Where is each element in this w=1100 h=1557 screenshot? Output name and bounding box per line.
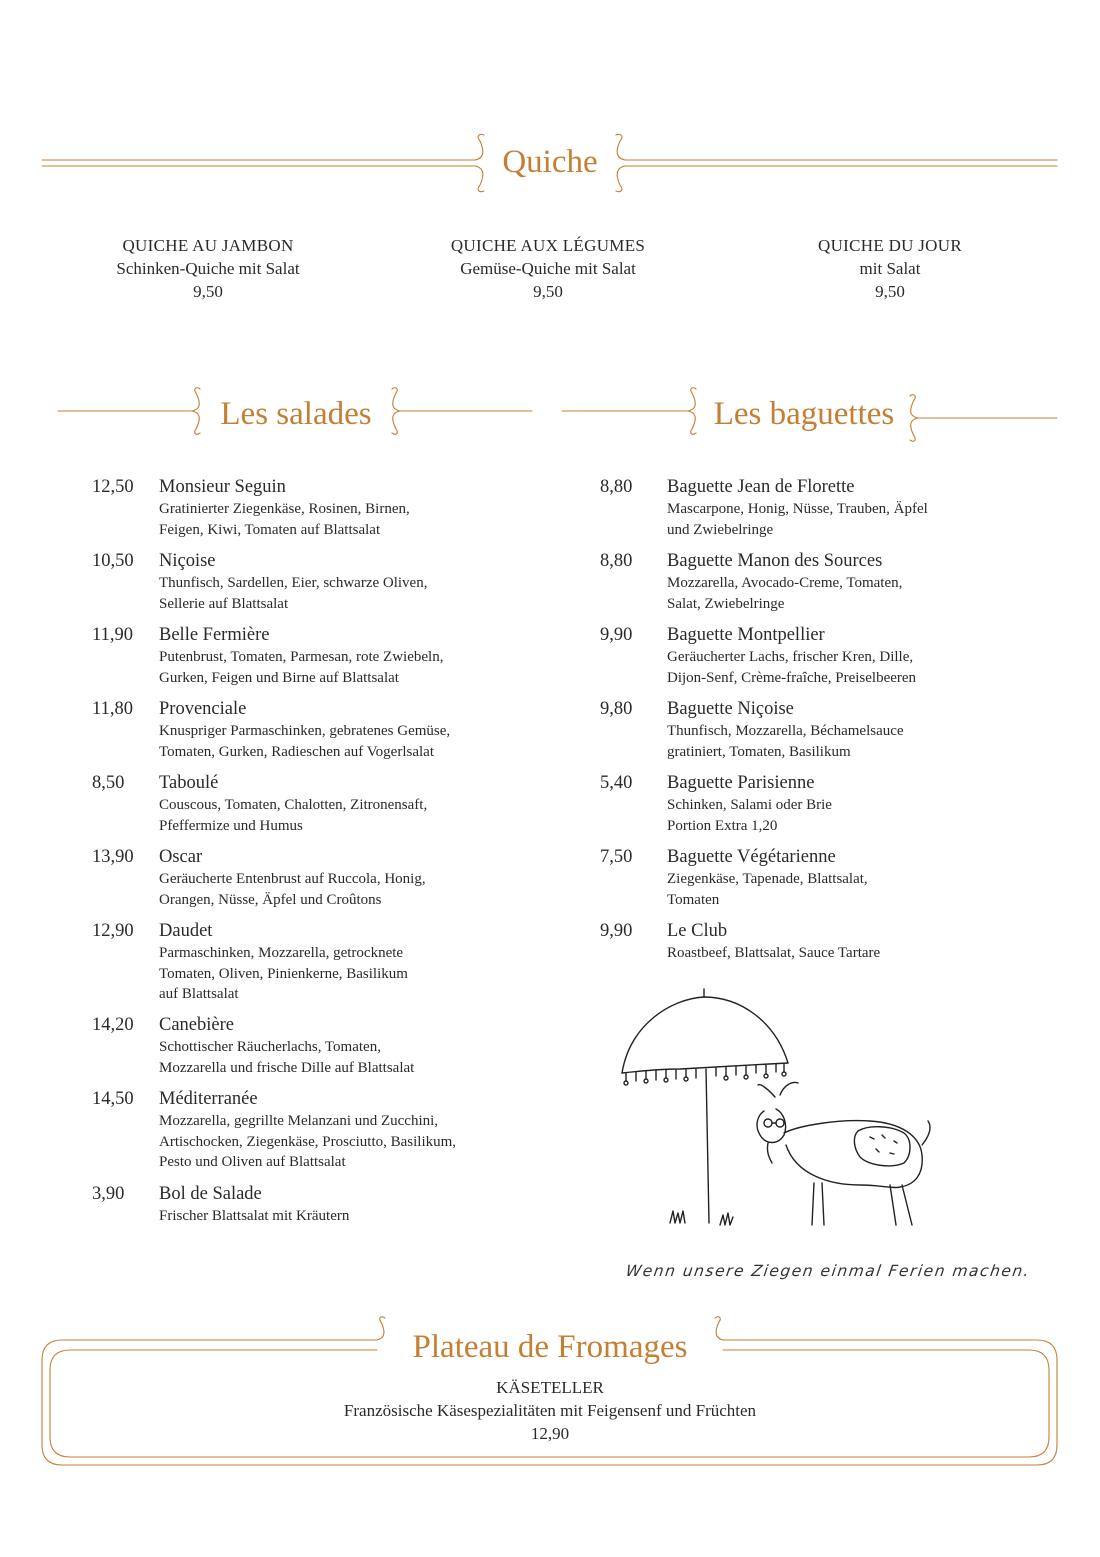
item-name: Baguette Niçoise — [667, 699, 794, 719]
item-name: Baguette Manon des Sources — [667, 551, 883, 571]
item-price: 14,20 — [92, 1015, 134, 1035]
item-price: 7,50 — [600, 847, 633, 867]
item-price: 9,90 — [600, 625, 633, 645]
goat-under-umbrella-illustration — [600, 985, 960, 1245]
item-name: Daudet — [159, 921, 213, 941]
baguettes-heading: Les baguettes — [713, 396, 895, 432]
item-price: 10,50 — [92, 551, 134, 571]
item-name: Bol de Salade — [159, 1184, 262, 1204]
item-desc: Couscous, Tomaten, Chalotten, Zitronensaft, Pfeffermize und Humus — [159, 797, 428, 834]
item-name: Canebière — [159, 1015, 234, 1035]
item-name: Baguette Végétarienne — [667, 847, 836, 867]
illustration-caption: Wenn unsere Ziegen einmal Ferien machen. — [624, 1262, 1032, 1280]
item-desc: Mascarpone, Honig, Nüsse, Trauben, Äpfel und Zwiebelringe — [667, 501, 928, 538]
item-price: 11,90 — [92, 625, 133, 645]
item-name: Baguette Parisienne — [667, 773, 815, 793]
fromages-heading: Plateau de Fromages — [412, 1329, 688, 1365]
item-name: Niçoise — [159, 551, 216, 571]
item-desc: Roastbeef, Blattsalat, Sauce Tartare — [667, 945, 881, 961]
item-price: 3,90 — [92, 1184, 125, 1204]
item-name: Taboulé — [159, 773, 219, 793]
item-desc: Mozzarella, Avocado-Creme, Tomaten, Salat, Zwiebelringe — [667, 575, 903, 612]
item-price: 14,50 — [92, 1089, 134, 1109]
quiche-name: QUICHE AU JAMBON — [122, 236, 294, 255]
item-price: 12,50 — [92, 477, 134, 497]
item-price: 5,40 — [600, 773, 633, 793]
item-name: Belle Fermière — [159, 625, 270, 645]
item-price: 8,80 — [600, 551, 633, 571]
item-name: Méditerranée — [159, 1089, 258, 1109]
item-price: 8,50 — [92, 773, 125, 793]
quiche-item-du-jour — [725, 234, 1055, 303]
quiche-name: QUICHE DU JOUR — [818, 236, 962, 255]
item-desc: Mozzarella, gegrillte Melanzani und Zucchini, Artischocken, Ziegenkäse, Prosciutto, Basilikum, Pesto und Oliven auf Blattsalat — [159, 1113, 457, 1170]
item-desc: Schinken, Salami oder Brie Portion Extra 1,20 — [667, 797, 832, 834]
item-name: Monsieur Seguin — [159, 477, 286, 497]
item-desc: Thunfisch, Mozzarella, Béchamelsauce gratiniert, Tomaten, Basilikum — [667, 723, 904, 760]
item-price: 12,90 — [92, 921, 134, 941]
item-desc: Ziegenkäse, Tapenade, Blattsalat, Tomaten — [667, 871, 868, 908]
quiche-price: 9,50 — [875, 282, 905, 301]
quiche-item-jambon — [43, 234, 373, 303]
item-desc: Parmaschinken, Mozzarella, getrocknete Tomaten, Oliven, Pinienkerne, Basilikum auf Blattsalat — [159, 945, 408, 1002]
quiche-name: QUICHE AUX LÉGUMES — [450, 236, 646, 255]
item-name: Oscar — [159, 847, 203, 867]
salades-heading: Les salades — [220, 396, 372, 432]
item-name: Provenciale — [159, 699, 247, 719]
quiche-desc: mit Salat — [859, 259, 921, 278]
item-name: Baguette Jean de Florette — [667, 477, 855, 497]
quiche-item-legumes — [383, 234, 713, 303]
fromage-desc: Französische Käsespezialitäten mit Feigensenf und Früchten — [343, 1401, 757, 1420]
item-desc: Frischer Blattsalat mit Kräutern — [159, 1208, 350, 1224]
item-desc: Schottischer Räucherlachs, Tomaten, Mozzarella und frische Dille auf Blattsalat — [159, 1039, 415, 1076]
item-desc: Geräucherte Entenbrust auf Ruccola, Honig, Orangen, Nüsse, Äpfel und Croûtons — [159, 871, 426, 908]
item-price: 8,80 — [600, 477, 633, 497]
item-price: 13,90 — [92, 847, 134, 867]
item-price: 11,80 — [92, 699, 133, 719]
item-desc: Putenbrust, Tomaten, Parmesan, rote Zwiebeln, Gurken, Feigen und Birne auf Blattsalat — [159, 649, 444, 686]
quiche-desc: Schinken-Quiche mit Salat — [116, 259, 300, 278]
quiche-price: 9,50 — [193, 282, 223, 301]
item-desc: Thunfisch, Sardellen, Eier, schwarze Oliven, Sellerie auf Blattsalat — [159, 575, 428, 612]
item-name: Le Club — [667, 921, 728, 941]
quiche-desc: Gemüse-Quiche mit Salat — [460, 259, 636, 278]
item-desc: Knuspriger Parmaschinken, gebratenes Gemüse, Tomaten, Gurken, Radieschen auf Vogerlsalat — [159, 723, 451, 760]
item-price: 9,80 — [600, 699, 633, 719]
fromage-price: 12,90 — [530, 1424, 570, 1443]
item-price: 9,90 — [600, 921, 633, 941]
fromage-name: KÄSETELLER — [496, 1378, 604, 1397]
item-desc: Gratinierter Ziegenkäse, Rosinen, Birnen, Feigen, Kiwi, Tomaten auf Blattsalat — [159, 501, 410, 538]
quiche-heading: Quiche — [502, 144, 598, 180]
item-name: Baguette Montpellier — [667, 625, 825, 645]
quiche-price: 9,50 — [533, 282, 563, 301]
item-desc: Geräucherter Lachs, frischer Kren, Dille, Dijon-Senf, Crème-fraîche, Preiselbeeren — [667, 649, 917, 686]
